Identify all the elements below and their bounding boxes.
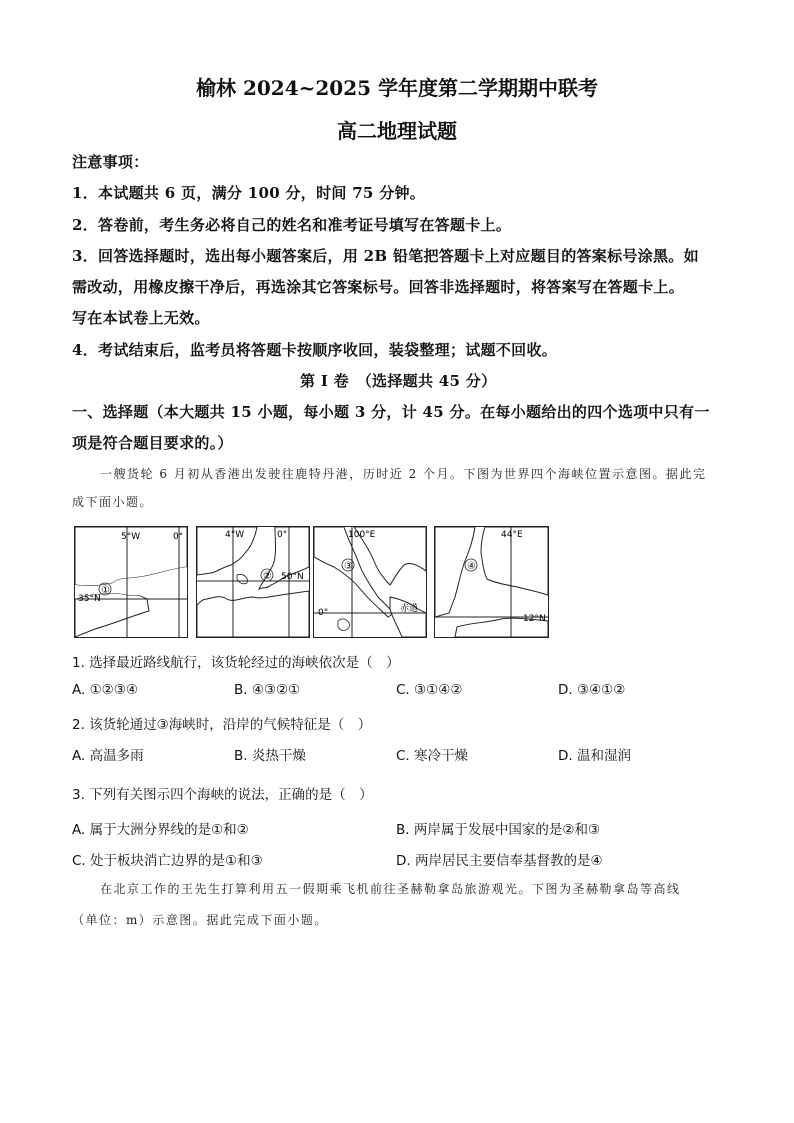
latitude-label: 50°N bbox=[281, 572, 304, 582]
question-1-option-b[interactable]: B. ④③②① bbox=[234, 682, 301, 698]
longitude-label: 4°W bbox=[225, 530, 245, 540]
strait-label: ③ bbox=[344, 561, 353, 572]
strait-map-1 bbox=[74, 526, 188, 638]
equator-label: 赤道 bbox=[400, 604, 419, 614]
volume-title: 第 I 卷 （选择题共 45 分） bbox=[300, 372, 497, 390]
question-1-option-d[interactable]: D. ③④①② bbox=[558, 682, 626, 698]
notice-item: 需改动，用橡皮擦干净后，再选涂其它答案标号。回答非选择题时，将答案写在答题卡上。 bbox=[72, 278, 685, 296]
strait-map-3 bbox=[313, 526, 427, 638]
notice-item: 1．本试题共 6 页，满分 100 分，时间 75 分钟。 bbox=[72, 184, 426, 202]
question-1-option-a[interactable]: A. ①②③④ bbox=[72, 682, 138, 698]
longitude-label: 0° bbox=[173, 532, 184, 542]
question-3-option-b[interactable]: B. 两岸属于发展中国家的是②和③ bbox=[396, 822, 601, 838]
question-stem-text: 一艘货轮 6 月初从香港出发驶往鹿特丹港，历时近 2 个月。下图为世界四个海峡位置示意图。据此完 bbox=[100, 467, 707, 481]
longitude-label: 0° bbox=[277, 530, 288, 540]
latitude-label: 35°N bbox=[78, 594, 101, 604]
question-2-option-d[interactable]: D. 温和湿润 bbox=[558, 748, 631, 764]
longitude-label: 5°W bbox=[121, 532, 141, 542]
latitude-label: 12°N bbox=[523, 614, 546, 624]
strait-label: ① bbox=[101, 585, 110, 596]
latitude-label: 0° bbox=[318, 608, 329, 618]
question-stem-text: （单位：m）示意图。据此完成下面小题。 bbox=[72, 913, 328, 927]
longitude-label: 100°E bbox=[348, 530, 376, 540]
question-2-option-b[interactable]: B. 炎热干燥 bbox=[234, 748, 306, 764]
question-stem-text: 在北京工作的王先生打算利用五一假期乘飞机前往圣赫勒拿岛旅游观光。下图为圣赫勒拿岛等高线 bbox=[100, 882, 681, 896]
question-3-option-a[interactable]: A. 属于大洲分界线的是①和② bbox=[72, 822, 249, 838]
strait-map-4 bbox=[434, 526, 549, 638]
notice-item: 写在本试卷上无效。 bbox=[72, 309, 210, 327]
question-2-stem: 2. 该货轮通过③海峡时，沿岸的气候特征是（ ） bbox=[72, 717, 372, 733]
longitude-label: 44°E bbox=[501, 530, 523, 540]
question-3-option-d[interactable]: D. 两岸居民主要信奉基督教的是④ bbox=[396, 853, 603, 869]
question-3-option-c[interactable]: C. 处于板块消亡边界的是①和③ bbox=[72, 853, 263, 869]
question-1-stem: 1. 选择最近路线航行，该货轮经过的海峡依次是（ ） bbox=[72, 655, 400, 671]
strait-map-2 bbox=[196, 526, 310, 638]
question-stem-text: 成下面小题。 bbox=[72, 495, 154, 509]
strait-label: ② bbox=[263, 571, 272, 582]
notice-item: 2．答卷前，考生务必将自己的姓名和准考证号填写在答题卡上。 bbox=[72, 216, 512, 234]
notice-item: 4．考试结束后，监考员将答题卡按顺序收回，装袋整理；试题不回收。 bbox=[72, 341, 558, 359]
question-3-stem: 3. 下列有关图示四个海峡的说法，正确的是（ ） bbox=[72, 787, 373, 803]
question-2-option-a[interactable]: A. 高温多雨 bbox=[72, 748, 144, 764]
exam-title: 榆林 2024~2025 学年度第二学期期中联考 bbox=[195, 76, 598, 100]
question-2-option-c[interactable]: C. 寒冷干燥 bbox=[396, 748, 469, 764]
exam-subtitle: 高二地理试题 bbox=[337, 119, 457, 143]
question-1-option-c[interactable]: C. ③①④② bbox=[396, 682, 463, 698]
strait-label: ④ bbox=[467, 561, 476, 572]
notice-heading: 注意事项： bbox=[72, 153, 149, 171]
part-instructions: 一、选择题（本大题共 15 小题，每小题 3 分，计 45 分。在每小题给出的四个选项中只有一 bbox=[72, 403, 710, 421]
part-instructions-cont: 项是符合题目要求的。） bbox=[72, 434, 233, 452]
notice-item: 3．回答选择题时，选出每小题答案后，用 2B 铅笔把答题卡上对应题目的答案标号涂黑。如 bbox=[72, 247, 699, 265]
